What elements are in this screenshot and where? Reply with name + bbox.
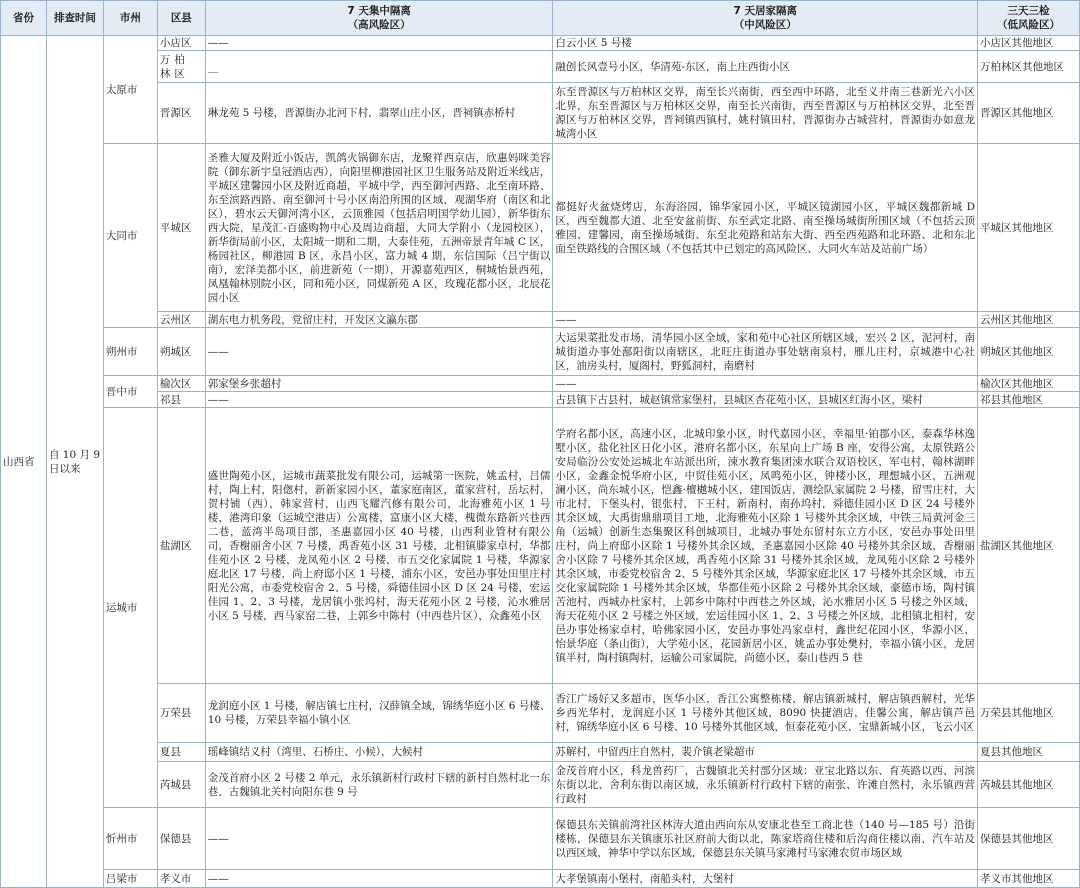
table-row [1,144,1080,312]
district-cell: 夏县 [157,743,205,762]
low-risk-cell: 晋源区其他地区 [978,83,1080,144]
district-cell: 小店区 [157,36,205,51]
mid-risk-cell: —— [553,312,978,328]
district-cell: 晋源区 [157,83,205,144]
mid-risk-cell: 大运果菜批发市场，清华园小区全域，家和苑中心社区所辖区域，宏兴 2 区，泥河村，南城街道办事处鄯阳街以南辖区，北旺庄街道办事处辖南泉村，雁儿庄村，京城港中心社区，油房头村，厦阁村，野狐洞村，南磨村 [553,328,978,376]
header-high-risk-sub: （高风险区） [347,19,411,31]
high-risk-cell: 瑶峰镇结义村（湾里、石桥庄、小候），大候村 [205,743,553,762]
mid-risk-cell: 保德县东关镇前湾社区林涛大道由西向东从安康北巷至工商北巷（140 号—185 号）沿街楼栋，保德县东关镇康乐社区府前大街以北，陈家塔商住楼和后沟商住楼以南，汽车站及以西区域，神华中学以东区域，保德县东关镇马家滩村马家滩农贸市场区域 [553,808,978,870]
mid-risk-cell: 古县镇下古县村，城赵镇常家堡村，县城区杏花苑小区，县城区红海小区，梁村 [553,392,978,408]
high-risk-cell: 郭家堡乡张超村 [205,376,553,392]
header-check-time: 排查时间 [46,1,103,36]
header-high-risk [205,1,553,36]
high-risk-cell: —— [205,808,553,870]
table-row [1,684,1080,743]
header-mid-risk-title: 7 天居家隔离 [733,5,797,17]
table-row [1,743,1080,762]
table-row [1,408,1080,684]
mid-risk-cell: 金茂首府小区，科龙兽药厂，古魏镇北关村部分区域：亚宝北路以东、育英路以西、河滨东街以北、舍利东街以南区域，永乐镇新村行政村下辖的南张、许滩自然村，永乐镇西营行政村 [553,762,978,808]
table-row [1,870,1080,888]
header-city: 市州 [103,1,157,36]
mid-risk-cell: 学府名都小区，高速小区，北城印象小区，时代嘉园小区，幸福里·铂郡小区，泰森华林逸墅小区，盐化社区日化小区，港府名都小区，东星向上广场 B 座，安得公寓，太原铁路公安局临汾公安处运城北车站派出所，涑水教育集团涑水联合双语校区，军屯村，翰林湖畔小区，金鑫金悦华府小区，中贸佳苑小区，凤鸣苑小区，钟楼小区，理想城小区，五洲观澜小区，尚东城小区，恺鑫·檀樾城小区，建国饭店，测绘队家属院 2 号楼，留雪庄村，大市北村，下堡头村，银张村，下王村，新南村，南孙坞村，舜德佳园小区 D 区 24 号楼外其余区域，大禹街鼎鼎项目工地，北海雅苑小区除 1 号楼外其余区域，中铁三局黄河金三角（运城）创新生态集聚区科创城项目，北城办事处东留村东立方小区，安邑办事处田里庄村，尚上府邸小区除 1 号楼外其余区域，圣惠嘉园小区除 40 号楼外其余区域，香榭丽舍小区除 7 号楼外其余区域，禹香苑小区除 31 号楼外其余区域，龙凤苑小区除 2 号楼外其余区域，市委党校宿舍 2、5 号楼外其余区域，华源家庭北区 17 号楼外其余区域，市五交化家属院除 1 号楼外其余区域，华都佳苑小区除 2 号楼外其余区域，豪德市场，陶村镇苦池村，西城办杜家村，上郭乡中陈村中西巷之外区域，沁水雅居小区 5 号楼之外区域，海天花苑小区 2 号楼之外区域，宏运佳园小区 1、2、3 号楼之外区域，北相镇北相村，安邑办事处杨家卓村，哈佛家园小区，安邑办事处冯家卓村，鑫世纪花园小区，华源小区，怡景华庭（条山街），大学苑小区，花园新居小区，姚孟办事处樊村，幸福小镇小区，龙居镇半村，陶村镇陶村，运输公司家属院，尚德小区，泰山巷西 5 巷 [553,408,978,684]
high-risk-cell: —— [205,870,553,888]
low-risk-cell: 云州区其他地区 [978,312,1080,328]
low-risk-cell: 夏县其他地区 [978,743,1080,762]
header-district: 区县 [157,1,205,36]
low-risk-cell: 平城区其他地区 [978,144,1080,312]
high-risk-cell: —— [205,392,553,408]
district-cell: 祁县 [157,392,205,408]
high-risk-cell: 盛世陶苑小区，运城市蔬菜批发有限公司，运城第一医院，姚孟村，吕儒村，陶上村，阳偬村，新新家园小区，董家庭南区，董家营村，岳坛村，贺村铺（西），韩家营村，山西飞耀汽修有限公司，北海雅苑小区 1 号楼，港湾印象（运城空港店）公寓楼，富康小区大楼，槐微东路新兴巷西二巷，蓝湾半岛项目部，圣惠嘉园小区 40 号楼，山西利业管材有限公司，香榭丽舍小区 7 号楼，禹香苑小区 31 号楼，北相镇滕家卓村，华都佳苑小区 2 号楼，龙凤苑小区 2 号楼，市五交化家属院 1 号楼，华源家庭北区 17 号楼，尚上府邸小区 1 号楼，浦东小区，安邑办事处田里庄村阳光公寓，市委党校宿舍 2、5 号楼，舜德佳园小区 D 区 24 号楼，宏运佳园 1、2、3 号楼，龙居镇小张坞村，海天花苑小区 2 号楼，沁水雅居小区 5 号楼，西马家窑二巷，上郭乡中陈村（中西巷片区），众鑫苑小区 [205,408,553,684]
check-time-cell: 自 10 月 9 日以来 [46,36,103,888]
header-low-risk [978,1,1080,36]
city-cell: 晋中市 [103,376,157,408]
table-row [1,51,1080,83]
district-cell: 盐湖区 [157,408,205,684]
low-risk-cell: 万荣县其他地区 [978,684,1080,743]
mid-risk-cell: 大孝堡镇南小堡村，南船头村，大堡村 [553,870,978,888]
district-cell: 万荣县 [157,684,205,743]
district-cell: 平城区 [157,144,205,312]
low-risk-cell: 孝义市其他地区 [978,870,1080,888]
high-risk-cell: 圣雅大厦及附近小饭店，凯鸽火锅御东店，龙聚祥西京店，欣惠妈咪美容院（御东新宇皇冠酒店西），向阳里柳港园社区卫生服务站及附近米线店，平城区建馨园小区及附近商超，平城中学，西至御河西路、北至南环路、东至滨路西路、南至御河十号小区南沿所围的区域，观湖华府（南区和北区），碧水云天御河湾小区，云顶雅园（包括启明国学幼儿园），新华街东西大院，星茂汇-百盛购物中心及周边商超，大同大学附小（龙园校区），新华街局前小区，太阳城一期和二期，大泰佳苑，五洲帝景青年城 C 区，杨园社区，柳港园 B 区，永昌小区，富力城 4 期，东信国际（吕宁街以南），宏泽美都小区，前进新苑（一期），开源嘉苑西区，桐城怡景西苑，凤凰翰林别院小区，同和苑小区，同煤新苑 A 区，玫瑰花都小区，北辰花园小区 [205,144,553,312]
high-risk-cell: —— [205,36,553,51]
high-risk-cell: —— [205,328,553,376]
district-cell: 孝义市 [157,870,205,888]
table-row [1,83,1080,144]
high-risk-cell: 金茂首府小区 2 号楼 2 单元，永乐镇新村行政村下辖的新村自然村北一东巷，古魏镇北关村向阳东巷 9 号 [205,762,553,808]
header-high-risk-title: 7 天集中隔离 [347,5,411,17]
district-cell: 云州区 [157,312,205,328]
low-risk-cell: 祁县其他地区 [978,392,1080,408]
mid-risk-cell: 东至晋源区与万柏林区交界，南至长兴南街，西至西中环路，北至义井南三巷新光六小区北界，东至晋源区与万柏林区交界，南至长兴南街，西至晋源区与万柏林区交界，北至晋源区与万柏林区交界，晋祠镇西镇村，姚村镇田村，晋源街办古城营村，晋源街办如意龙城湾小区 [553,83,978,144]
city-cell: 吕梁市 [103,870,157,888]
header-province: 省份 [1,1,47,36]
header-row [1,1,1080,36]
district-cell: 万柏林区 [157,51,205,83]
district-cell: 芮城县 [157,762,205,808]
header-low-risk-sub: （低风险区） [997,19,1060,31]
header-low-risk-title: 三天三检 [1007,5,1050,17]
table-row [1,392,1080,408]
city-cell: 运城市 [103,408,157,808]
province-cell: 山西省 [1,36,47,888]
high-risk-cell: 湖东电力机务段，党留庄村，开发区文瀛东郡 [205,312,553,328]
low-risk-cell: 朔城区其他地区 [978,328,1080,376]
district-cell: 朔城区 [157,328,205,376]
table-row [1,376,1080,392]
table-row [1,808,1080,870]
table-row [1,36,1080,51]
mid-risk-cell: 白云小区 5 号楼 [553,36,978,51]
district-cell: 榆次区 [157,376,205,392]
mid-risk-cell: 融创长风壹号小区，华清苑-东区，南上庄西街小区 [553,51,978,83]
low-risk-cell: 小店区其他地区 [978,36,1080,51]
city-cell: 大同市 [103,144,157,328]
low-risk-cell: 榆次区其他地区 [978,376,1080,392]
table-row [1,328,1080,376]
header-mid-risk [553,1,978,36]
high-risk-cell: 琳龙苑 5 号楼，晋源街办北河下村，翡翠山庄小区，晋祠镇赤桥村 [205,83,553,144]
high-risk-cell: 龙润庭小区 1 号楼，解店镇七庄村，汉薛镇全域，锦绣华庭小区 6 号楼、10 号楼，万荣县幸福小镇小区 [205,684,553,743]
table-row [1,312,1080,328]
district-cell: 保德县 [157,808,205,870]
low-risk-cell: 保德县其他地区 [978,808,1080,870]
mid-risk-cell: 都挺好火盆烧烤店，东海浴园，锦华家园小区，平城区镜湖园小区，平城区魏都新城 D 区，西至魏都大道、北至安盆前街、东至武定北路、南至操场城街所围区域（不包括云顶雅园、建馨园，南至操场城街、东至北苑路和站东大街、西至西苑路和北环路、北和东北面至铁路线的合围区域（不包括其中已划定的高风险区、大同火车站及站前广场） [553,144,978,312]
table-row [1,762,1080,808]
mid-risk-cell: 苏解村，中留西庄自然村，裴介镇老梁超市 [553,743,978,762]
low-risk-cell: 盐湖区其他地区 [978,408,1080,684]
header-mid-risk-sub: （中风险区） [733,19,797,31]
low-risk-cell: 万柏林区其他地区 [978,51,1080,83]
high-risk-cell: __ [205,51,553,83]
city-cell: 忻州市 [103,808,157,870]
city-cell: 太原市 [103,36,157,144]
mid-risk-cell: —— [553,376,978,392]
city-cell: 朔州市 [103,328,157,376]
mid-risk-cell: 香江广场好又多超市，医华小区，香江公寓整栋楼，解店镇新城村，解店镇西解村，光华乡西光华村，龙润庭小区 1 号楼外其他区域，8090 快捷酒店，佳馨公寓，解店镇芦邑村，锦绣华庭小区 6 号楼、10 号楼外其他区域，恒泰花苑小区，宝鼎新城小区，飞云小区 [553,684,978,743]
low-risk-cell: 芮城县其他地区 [978,762,1080,808]
